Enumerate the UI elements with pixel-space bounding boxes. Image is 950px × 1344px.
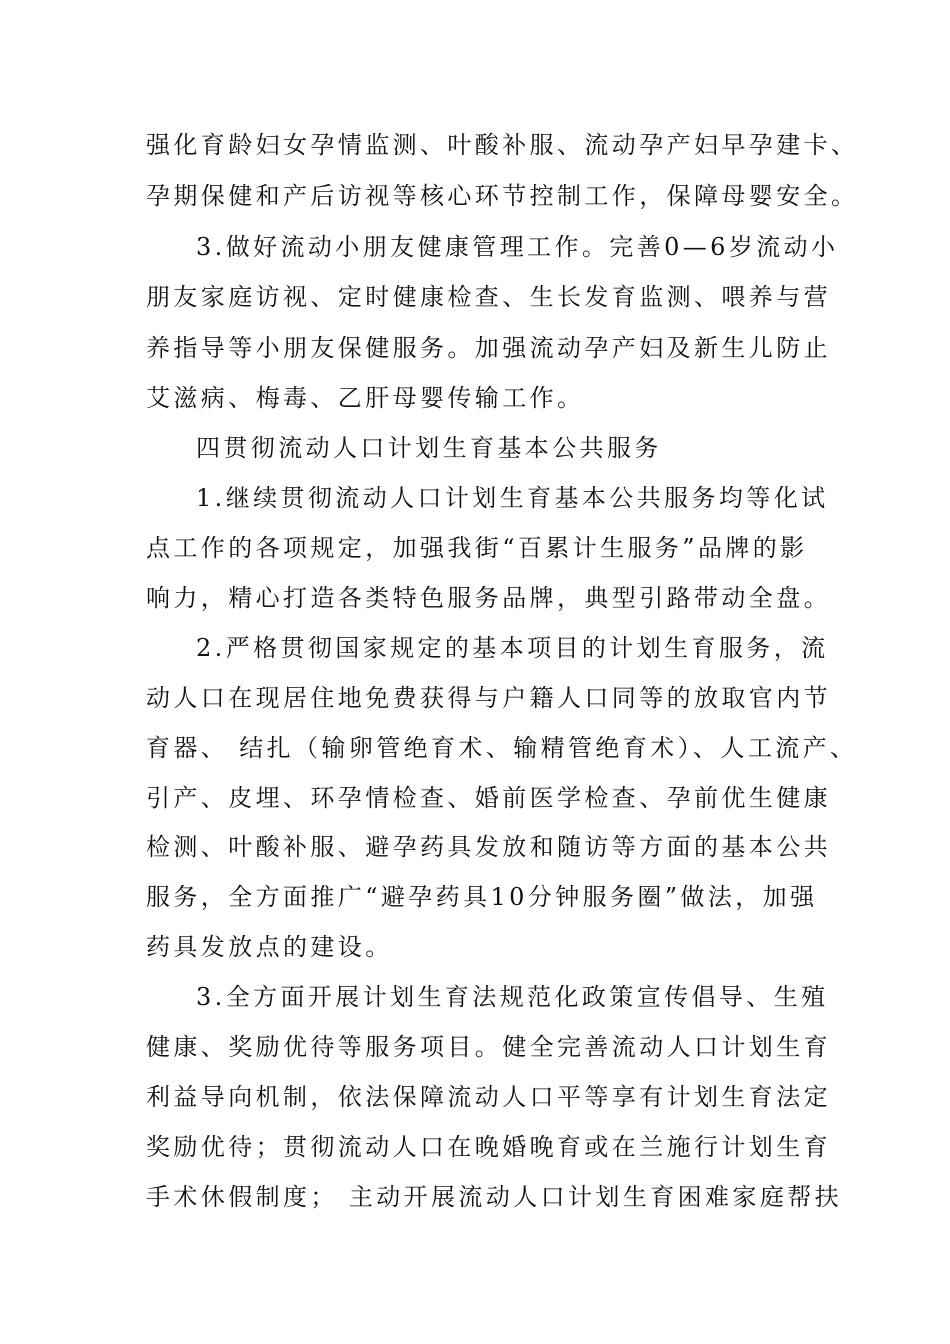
paragraph-line: 检测、叶酸补服、避孕药具发放和随访等方面的基本公共 xyxy=(146,833,831,861)
paragraph-line: 奖励优待；贯彻流动人口在晚婚晚育或在兰施行计划生育 xyxy=(146,1133,831,1161)
paragraph-line: 1.继续贯彻流动人口计划生育基本公共服务均等化试 xyxy=(196,484,829,512)
paragraph-line: 艾滋病、梅毒、乙肝母婴传输工作。 xyxy=(146,384,585,412)
paragraph-line: 健康、奖励优待等服务项目。健全完善流动人口计划生育 xyxy=(146,1033,831,1061)
paragraph-line: 手术休假制度； 主动开展流动人口计划生育困难家庭帮扶 xyxy=(146,1183,843,1211)
paragraph-line: 育器、 结扎（输卵管绝育术、输精管绝育术）、人工流产、 xyxy=(146,734,858,762)
paragraph-line: 响力，精心打造各类特色服务品牌，典型引路带动全盘。 xyxy=(146,584,831,612)
paragraph-line: 3.全方面开展计划生育法规范化政策宣传倡导、生殖 xyxy=(196,983,829,1011)
paragraph-line: 动人口在现居住地免费获得与户籍人口同等的放取官内节 xyxy=(146,684,831,712)
paragraph-line: 利益导向机制，依法保障流动人口平等享有计划生育法定 xyxy=(146,1083,831,1111)
paragraph-line: 强化育龄妇女孕情监测、叶酸补服、流动孕产妇早孕建卡、 xyxy=(146,131,859,159)
paragraph-line: 养指导等小朋友保健服务。加强流动孕产妇及新生儿防止 xyxy=(146,334,831,362)
paragraph-line: 药具发放点的建设。 xyxy=(146,933,393,961)
paragraph-line: 孕期保健和产后访视等核心环节控制工作，保障母婴安全。 xyxy=(146,182,859,210)
paragraph-line: 3.做好流动小朋友健康管理工作。完善0—6岁流动小 xyxy=(196,233,839,261)
paragraph-line: 引产、皮埋、环孕情检查、婚前医学检查、孕前优生健康 xyxy=(146,784,831,812)
section-heading: 四贯彻流动人口计划生育基本公共服务 xyxy=(196,434,662,462)
paragraph-line: 服务，全方面推广“避孕药具10分钟服务圈”做法，加强 xyxy=(146,883,818,911)
paragraph-line: 2.严格贯彻国家规定的基本项目的计划生育服务，流 xyxy=(196,634,829,662)
paragraph-line: 点工作的各项规定，加强我街“百累计生服务”品牌的影 xyxy=(146,534,808,562)
paragraph-line: 朋友家庭访视、定时健康检查、生长发育监测、喂养与营 xyxy=(146,283,831,311)
